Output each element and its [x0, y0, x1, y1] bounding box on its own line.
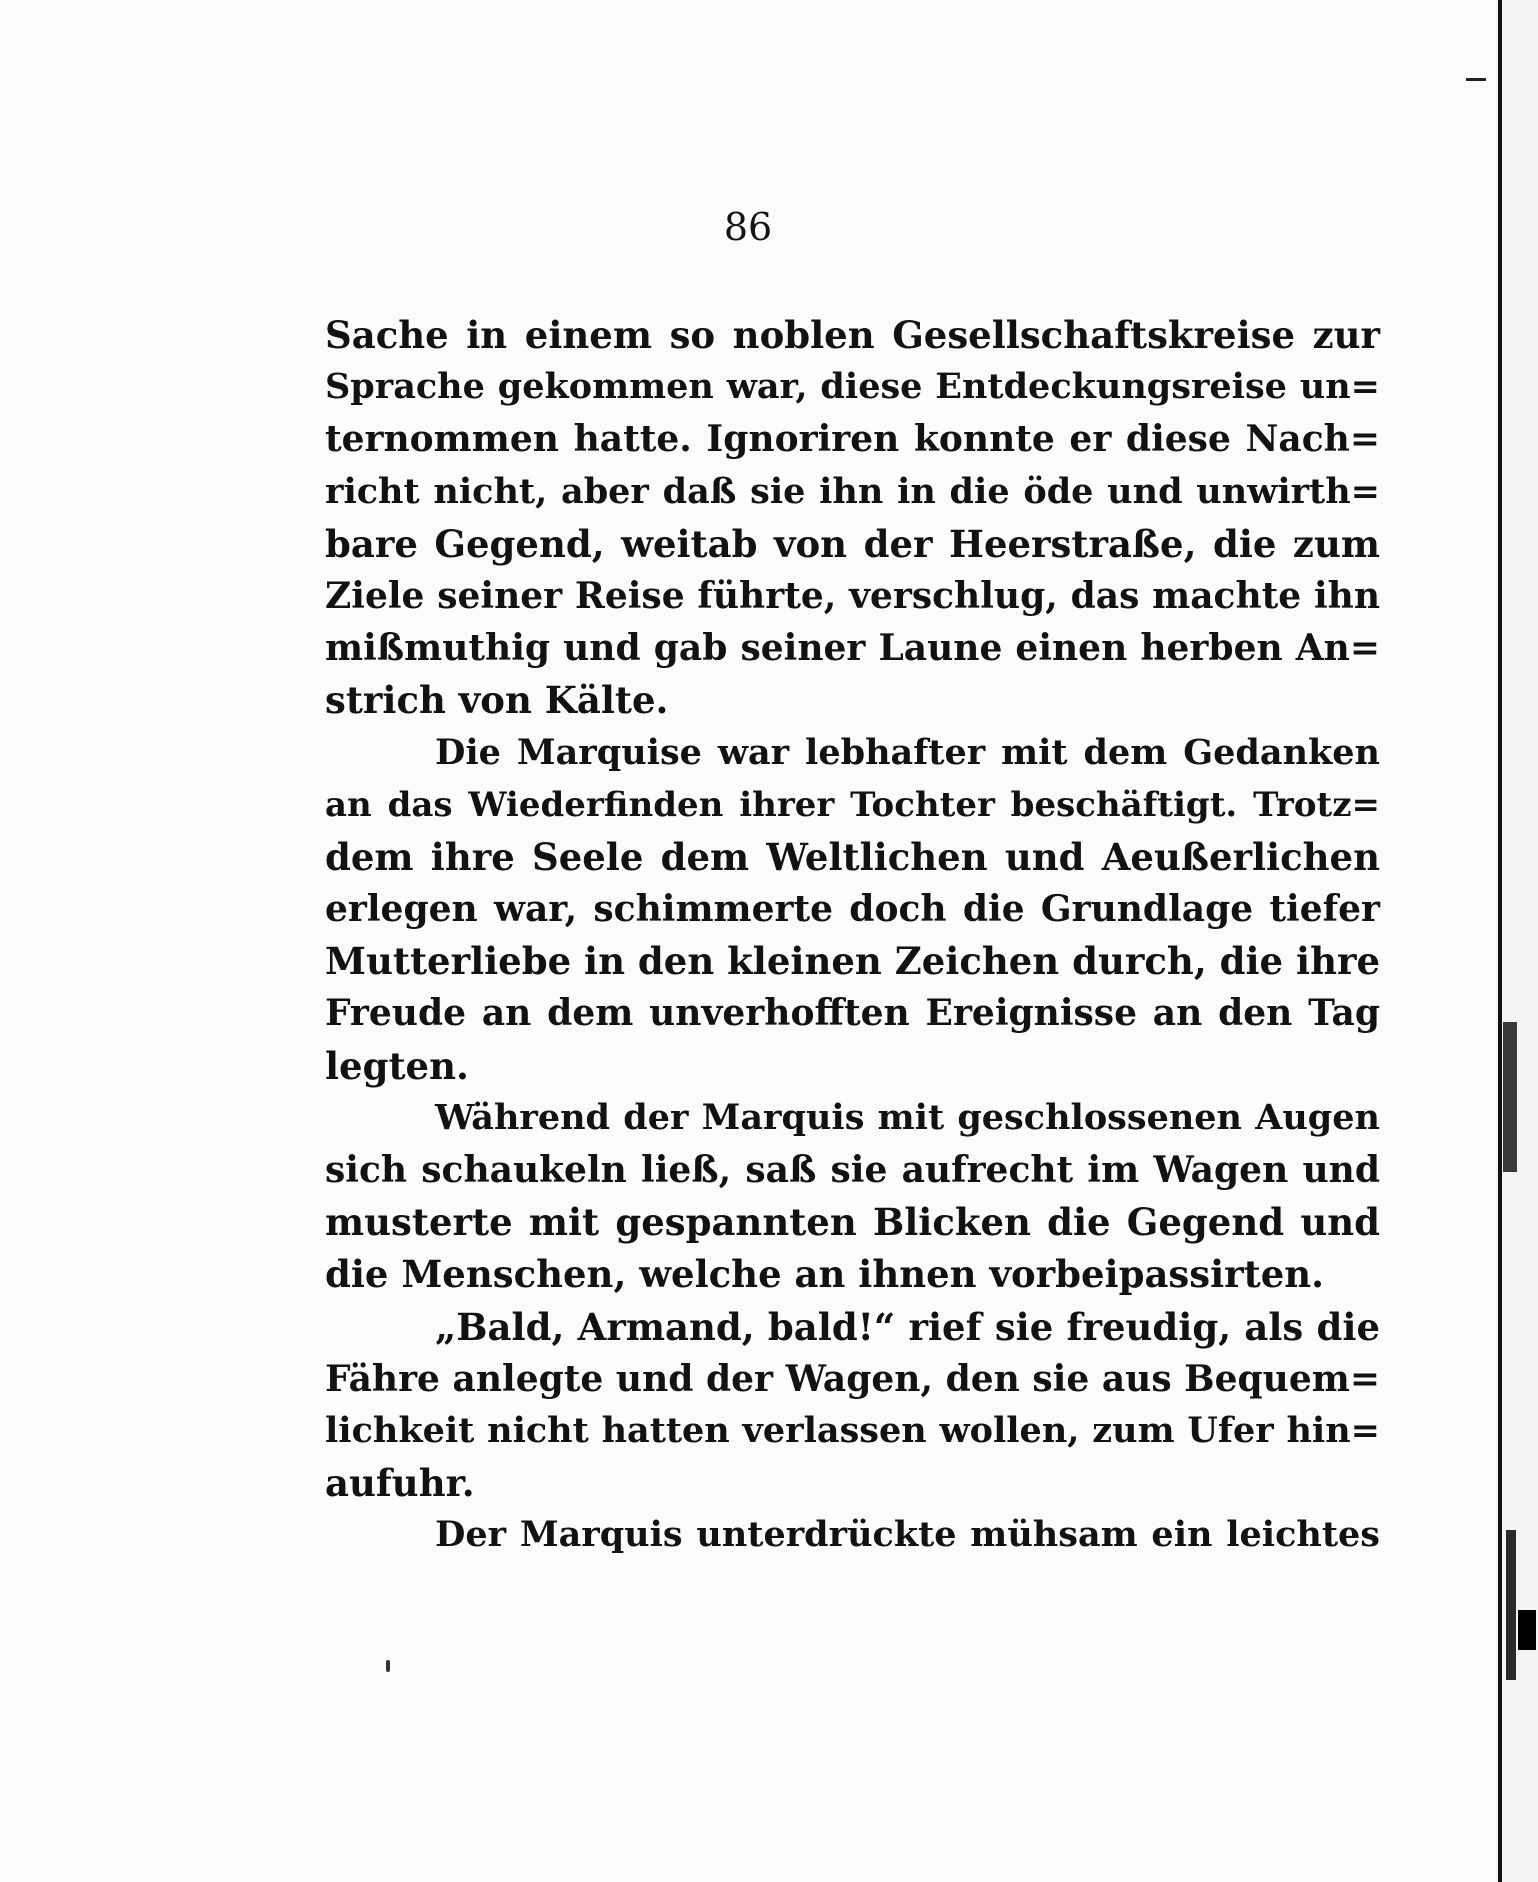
text-line: die Menschen, welche an ihnen vorbeipassirten.: [325, 1252, 1325, 1297]
paragraph-5: [325, 1509, 1380, 1561]
paragraph-4: [325, 1301, 1380, 1510]
page-edge-line: [1498, 0, 1502, 1882]
text-line: bare Gegend, weitab von der Heerstraße, die zum: [325, 521, 1380, 566]
text-line: musterte mit gespannten Blicken die Gegend und: [325, 1200, 1380, 1245]
text-line: dem ihre Seele dem Weltlichen und Aeußerlichen: [325, 834, 1380, 879]
text-line: mißmuthig und gab seiner Laune einen herben An=: [325, 627, 1380, 670]
paragraph-1: [325, 309, 1380, 727]
text-line: Die Marquise war lebhafter mit dem Gedanken: [435, 731, 1380, 773]
text-line: sich schaukeln ließ, saß sie aufrecht im Wagen und: [325, 1149, 1380, 1191]
text-line: Mutterliebe in den kleinen Zeichen durch, die ihre: [325, 939, 1380, 984]
text-line: Sache in einem so noblen Gesellschaftskreise zur: [325, 313, 1380, 357]
text-line: lichkeit nicht hatten verlassen wollen, zum Ufer hin=: [325, 1409, 1380, 1451]
text-line: Fähre anlegte und der Wagen, den sie aus Bequem=: [325, 1357, 1380, 1400]
body-text: [325, 309, 1380, 1562]
text-line: an das Wiederfinden ihrer Tochter beschäftigt. Trotz=: [325, 784, 1380, 825]
paragraph-3: [325, 1092, 1380, 1301]
text-line: Freude an dem unverhofften Ereignisse an den Tag: [325, 992, 1380, 1035]
edge-mark: [1503, 1022, 1517, 1172]
text-line: strich von Kälte.: [325, 678, 669, 723]
edge-mark: [1466, 78, 1486, 81]
text-line: erlegen war, schimmerte doch die Grundlage tiefer: [325, 888, 1380, 931]
scan-speck: [386, 1660, 390, 1672]
text-line: Sprache gekommen war, diese Entdeckungsreise un=: [325, 366, 1380, 408]
page-number: 86: [723, 205, 773, 249]
paragraph-2: [325, 727, 1380, 1092]
text-line: legten.: [325, 1043, 469, 1088]
text-line: „Bald, Armand, bald!“ rief sie freudig, als die: [435, 1304, 1380, 1349]
page-edge-strip: [1496, 0, 1538, 1882]
edge-mark: [1518, 1610, 1536, 1650]
text-line: aufuhr.: [325, 1461, 475, 1506]
text-line: Ziele seiner Reise führte, verschlug, das machte ihn: [325, 574, 1380, 617]
text-line: ternommen hatte. Ignoriren konnte er diese Nach=: [325, 418, 1380, 461]
text-line: richt nicht, aber daß sie ihn in die öde und unwirth=: [325, 470, 1380, 512]
text-line: Der Marquis unterdrückte mühsam ein leichtes: [435, 1514, 1380, 1556]
text-line: Während der Marquis mit geschlossenen Augen: [435, 1096, 1380, 1138]
edge-mark: [1506, 1530, 1516, 1680]
